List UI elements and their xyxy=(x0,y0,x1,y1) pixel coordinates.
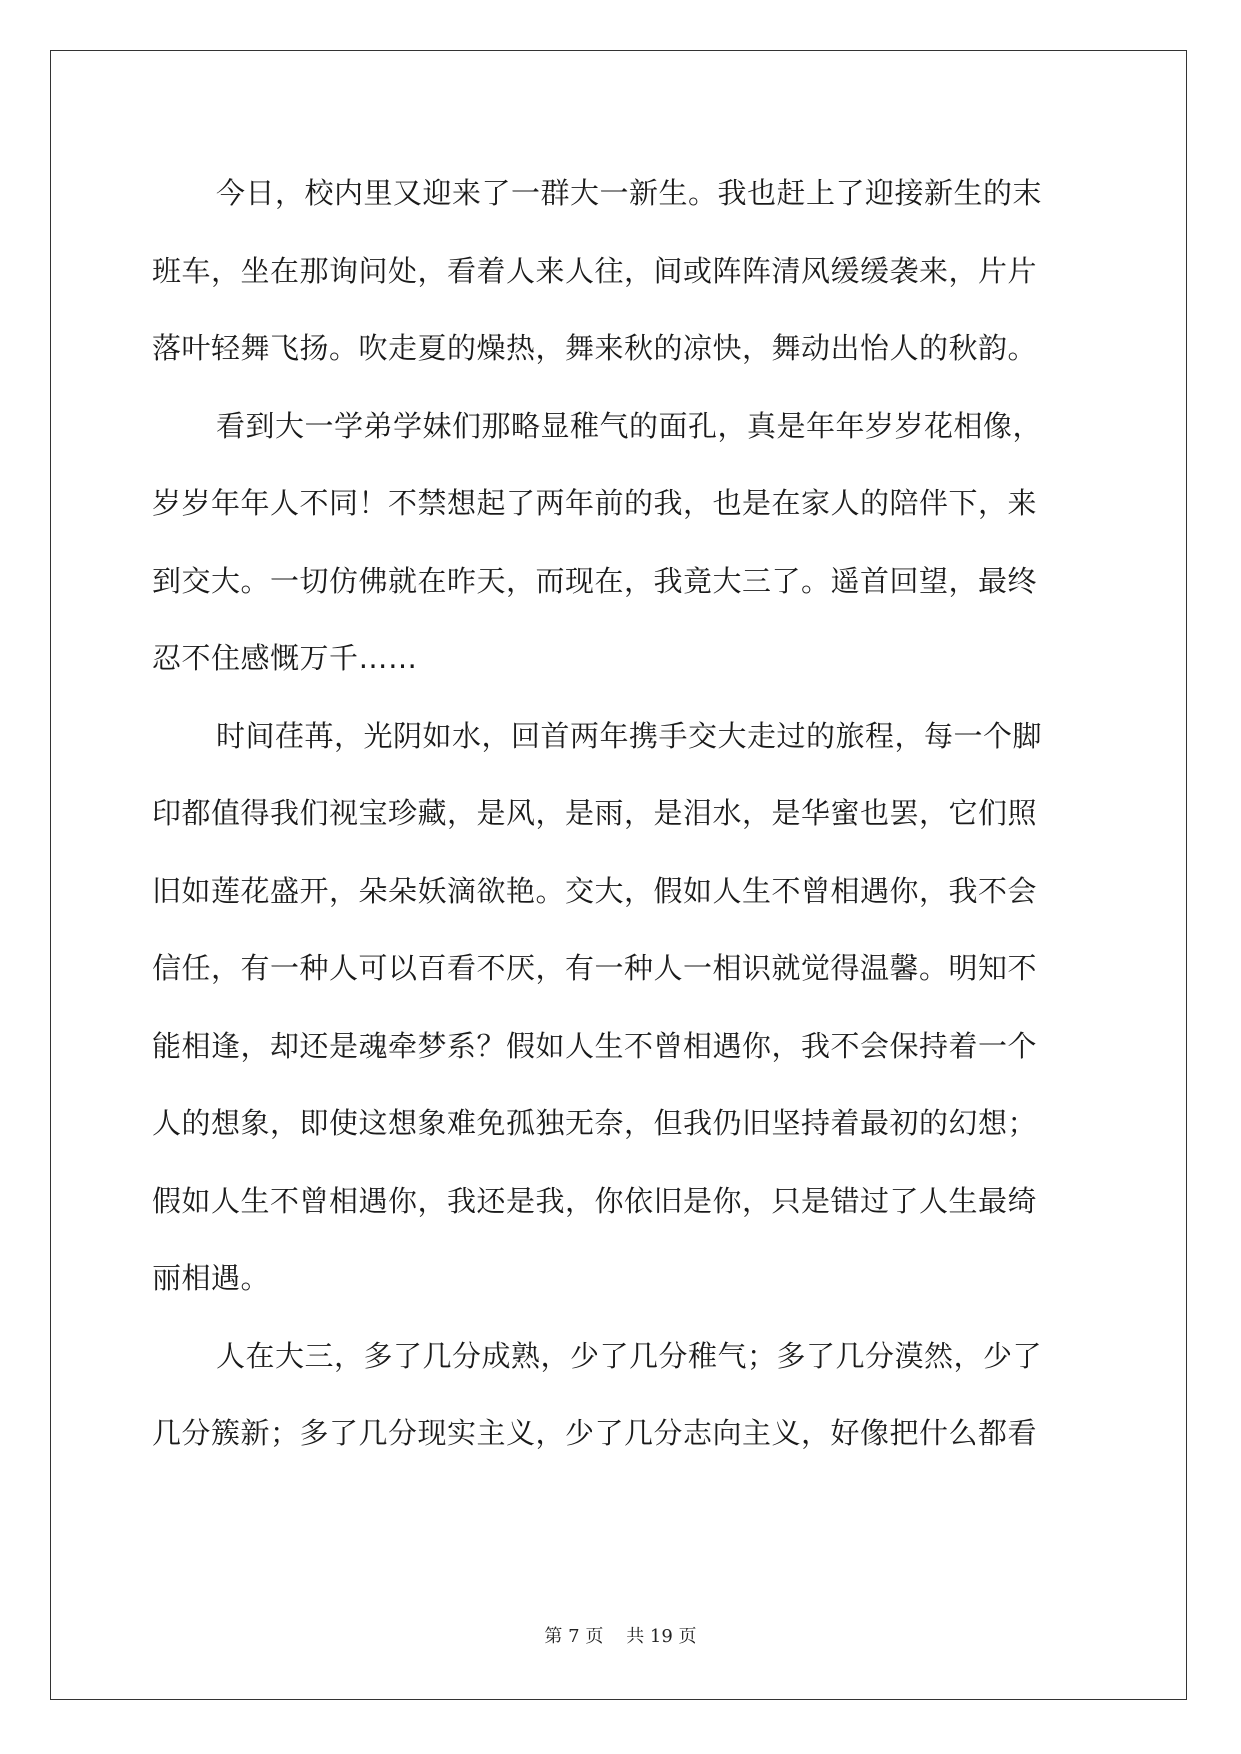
paragraph-4-line-2: 几分簇新；多了几分现实主义，少了几分志向主义，好像把什么都看 xyxy=(152,1416,1038,1450)
paragraph-3-line-3: 旧如莲花盛开，朵朵妖滴欲艳。交大，假如人生不曾相遇你，我不会 xyxy=(152,873,1038,908)
paragraph-2-line-1: 看到大一学弟学妹们那略显稚气的面孔，真是年年岁岁花相像， xyxy=(216,408,1043,443)
paragraph-4-line-1: 人在大三，多了几分成熟，少了几分稚气；多了几分漠然，少了 xyxy=(216,1338,1043,1373)
paragraph-3-line-2: 印都值得我们视宝珍藏，是风，是雨，是泪水，是华蜜也罢，它们照 xyxy=(152,796,1038,830)
paragraph-3-line-4: 信任，有一种人可以百看不厌，有一种人一相识就觉得温馨。明知不 xyxy=(152,951,1038,985)
paragraph-3-line-1: 时间荏苒，光阴如水，回首两年携手交大走过的旅程，每一个脚 xyxy=(216,718,1043,753)
paragraph-2-line-3: 到交大。一切仿佛就在昨天，而现在，我竟大三了。遥首回望，最终 xyxy=(152,563,1038,598)
document-body xyxy=(152,155,1087,1473)
paragraph-3-line-7: 假如人生不曾相遇你，我还是我，你依旧是你，只是错过了人生最绮 xyxy=(152,1183,1038,1218)
paragraph-2-line-4: 忍不住感慨万千…… xyxy=(152,641,418,675)
paragraph-1-line-1: 今日，校内里又迎来了一群大一新生。我也赶上了迎接新生的末 xyxy=(216,176,1043,210)
paragraph-3-line-6: 人的想象，即使这想象难免孤独无奈，但我仍旧坚持着最初的幻想； xyxy=(152,1106,1038,1140)
paragraph-1-line-3: 落叶轻舞飞扬。吹走夏的燥热，舞来秋的凉快，舞动出怡人的秋韵。 xyxy=(152,331,1038,365)
paragraph-2-line-2: 岁岁年年人不同！不禁想起了两年前的我，也是在家人的陪伴下，来 xyxy=(152,486,1038,520)
page-number-footer: 第 7 页 共 19 页 xyxy=(544,1626,697,1647)
paragraph-3-line-5: 能相逢，却还是魂牵梦系？假如人生不曾相遇你，我不会保持着一个 xyxy=(152,1028,1038,1063)
paragraph-1-line-2: 班车，坐在那询问处，看着人来人往，间或阵阵清风缓缓袭来，片片 xyxy=(152,253,1038,288)
paragraph-3-line-8: 丽相遇。 xyxy=(152,1261,271,1295)
